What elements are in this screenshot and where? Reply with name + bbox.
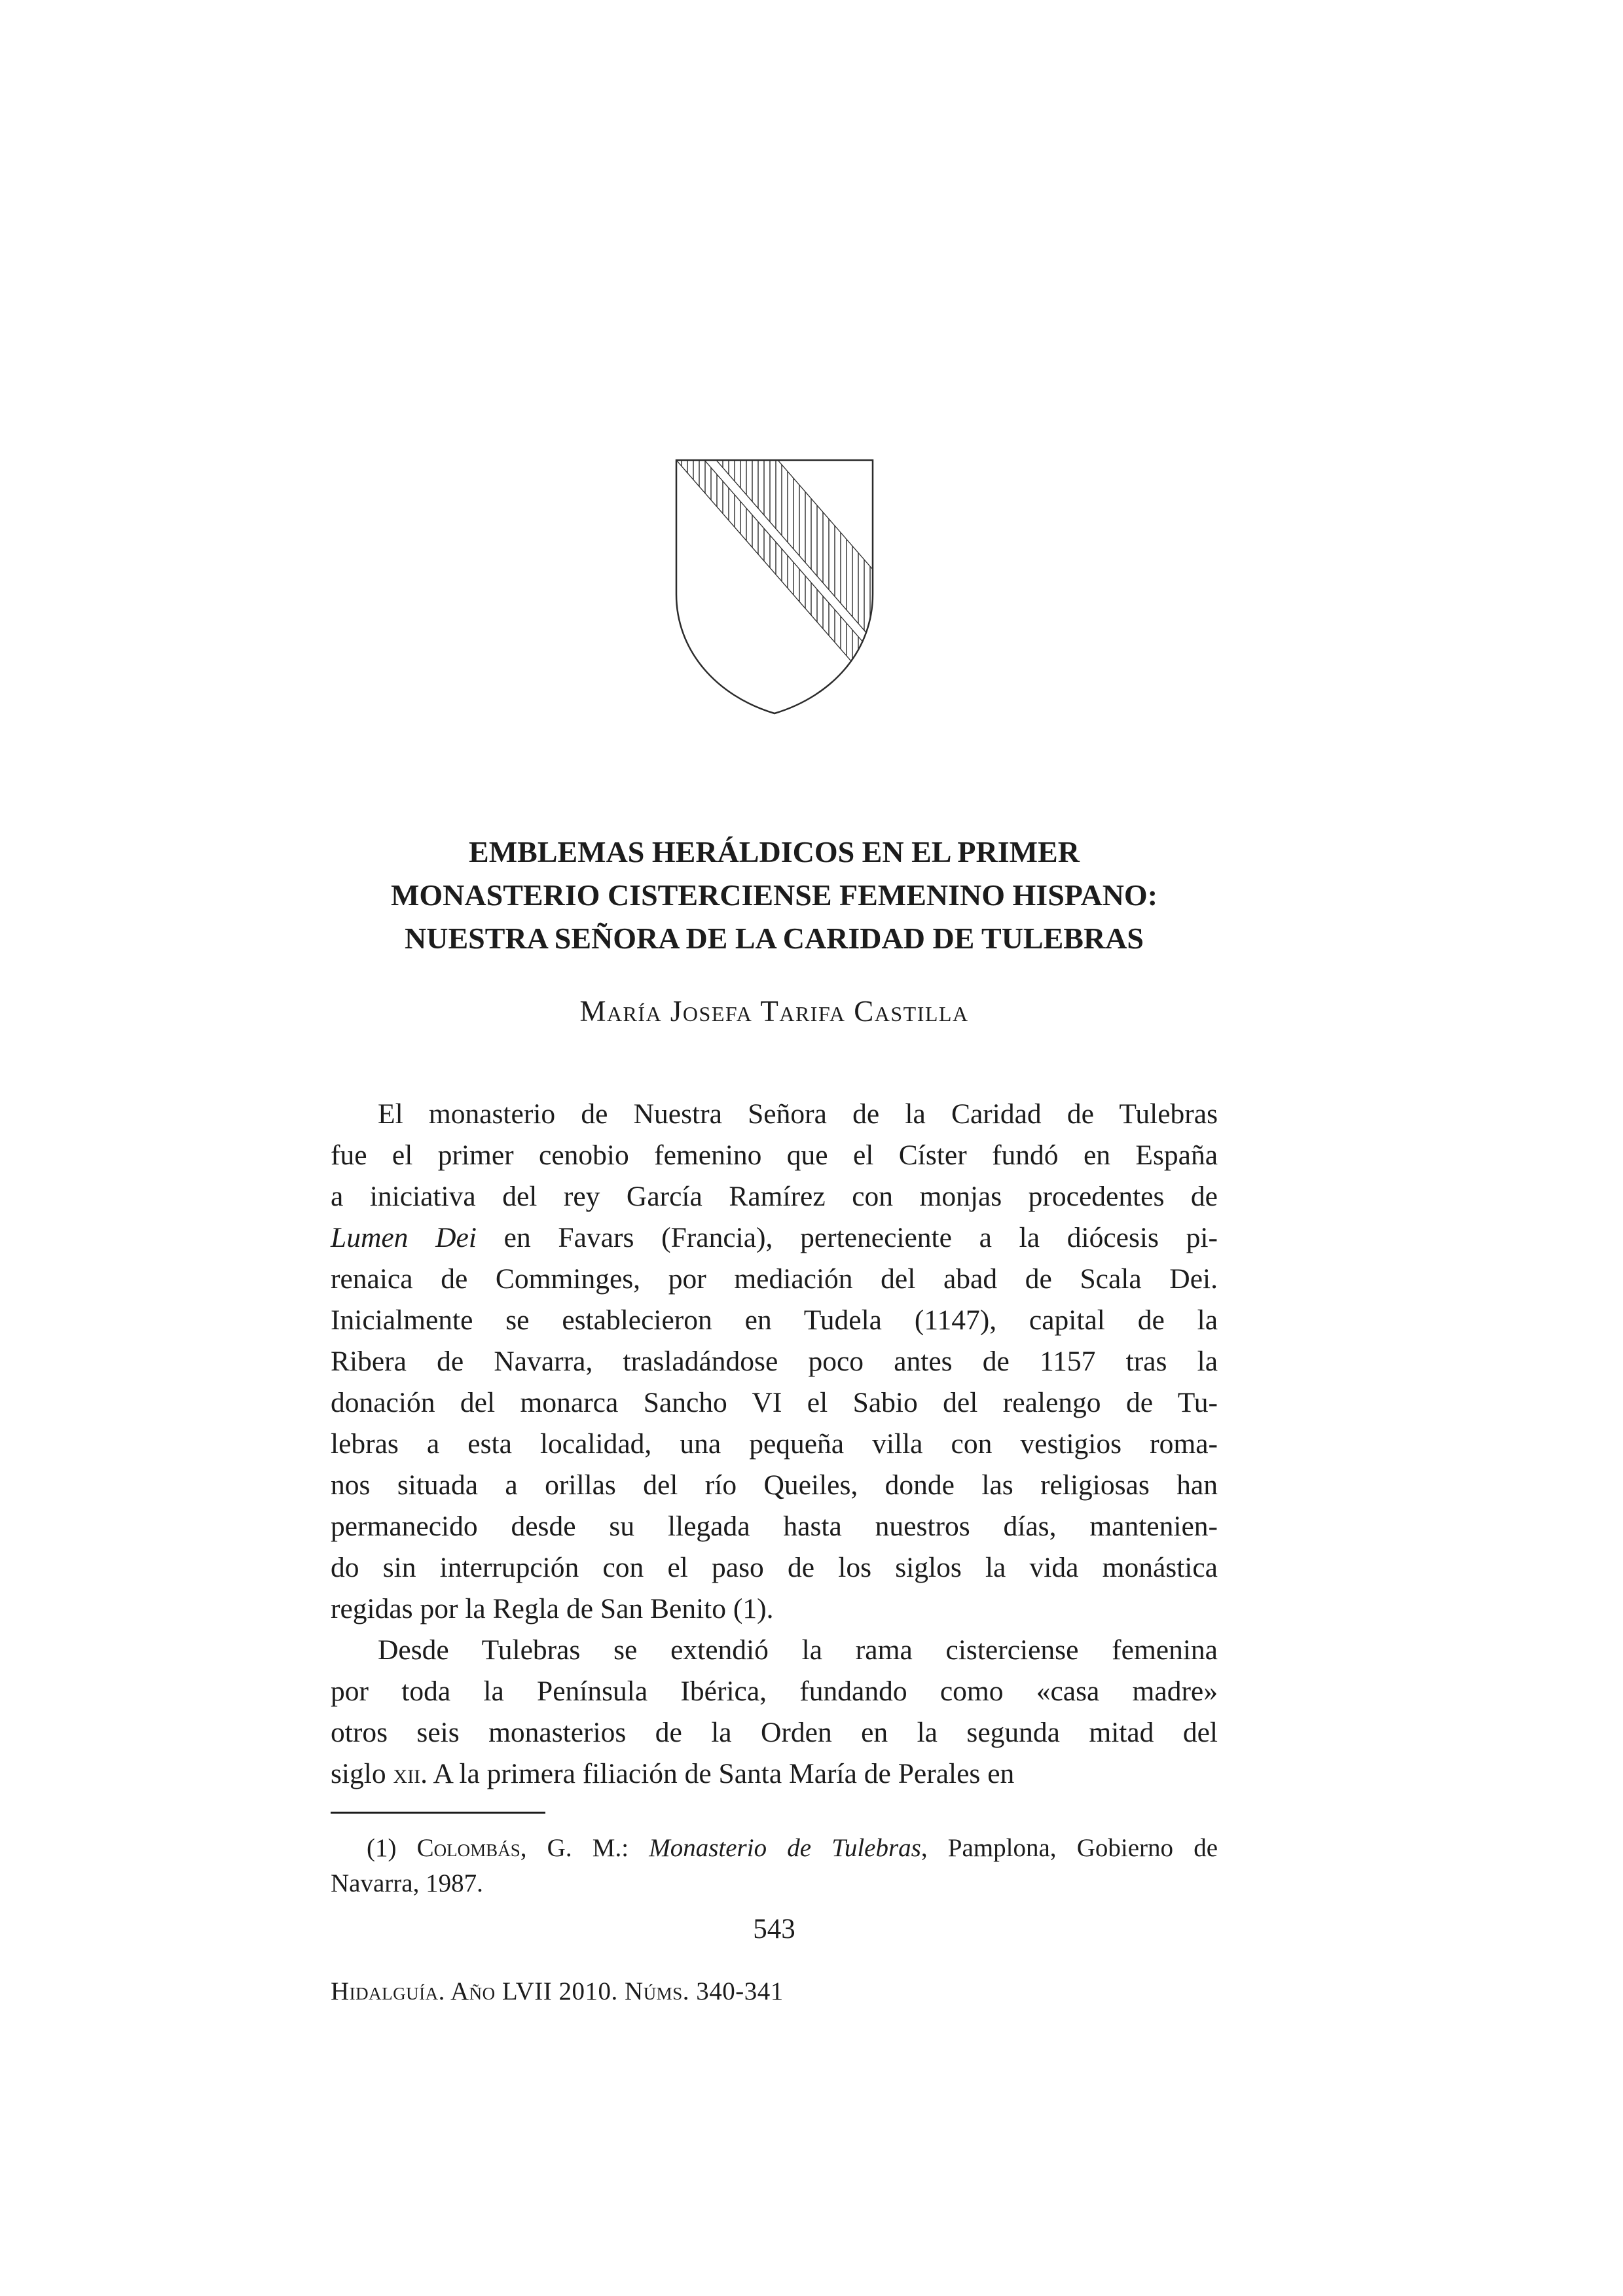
text-segment-normal: MONASTERIO CISTERCIENSE FEMENINO HISPANO: — [390, 878, 1158, 912]
text-segment-normal: permanecido desde su llegada hasta nuestros días, mantenien- — [331, 1511, 1218, 1542]
text-segment-normal: . A la primera filiación de Santa María de Perales en — [420, 1758, 1015, 1789]
text-segment-smallcaps: Colombás — [416, 1834, 520, 1862]
text-line — [331, 1630, 1218, 1671]
shield-bend-band — [716, 460, 873, 640]
text-segment-normal: nos situada a orillas del río Queiles, donde las religiosas han — [331, 1469, 1218, 1501]
text-segment-normal: fue el primer cenobio femenino que el Císter fundó en España — [331, 1139, 1218, 1171]
text-line — [331, 1588, 1218, 1630]
heraldic-shield-bend-icon — [673, 457, 876, 717]
text-segment-italic: Lumen Dei — [331, 1222, 477, 1253]
text-segment-normal: Ribera de Navarra, trasladándose poco antes de 1157 tras la — [331, 1346, 1218, 1377]
text-line — [331, 1866, 1218, 1901]
text-line — [331, 1424, 1218, 1465]
text-segment-normal: por toda la Península Ibérica, fundando como «casa madre» — [331, 1676, 1218, 1707]
article-body — [331, 1094, 1218, 1795]
text-line — [331, 1506, 1218, 1547]
text-segment-normal: a iniciativa del rey García Ramírez con monjas procedentes de — [331, 1181, 1218, 1212]
journal-footer: Hidalguía. Año LVII 2010. Núms. 340-341 — [331, 1977, 784, 2005]
text-segment-normal: en Favars (Francia), perteneciente a la diócesis pi- — [476, 1222, 1218, 1253]
page-number: 543 — [753, 1914, 795, 1945]
text-line — [331, 1259, 1218, 1300]
text-line — [331, 1094, 1218, 1135]
text-segment-normal: , Pamplona, Gobierno de — [921, 1834, 1218, 1862]
text-line — [331, 1671, 1218, 1712]
heraldic-shield — [673, 457, 876, 721]
text-line — [331, 1217, 1218, 1259]
text-segment-normal: , G. M.: — [520, 1834, 649, 1862]
text-line — [331, 1341, 1218, 1382]
text-line — [331, 1753, 1218, 1795]
paragraph — [331, 1630, 1218, 1795]
text-line — [331, 917, 1218, 960]
text-line — [331, 831, 1218, 874]
text-line — [331, 1547, 1218, 1588]
text-line — [331, 1135, 1218, 1176]
text-segment-normal: Navarra, 1987. — [331, 1869, 483, 1897]
text-segment-normal: do sin interrupción con el paso de los siglos la vida monástica — [331, 1552, 1218, 1583]
text-segment-normal: EMBLEMAS HERÁLDICOS EN EL PRIMER — [469, 835, 1080, 869]
text-segment-normal: lebras a esta localidad, una pequeña villa con vestigios roma- — [331, 1428, 1218, 1460]
article-title — [331, 831, 1218, 960]
page-content — [331, 0, 1218, 2006]
text-line — [331, 1465, 1218, 1506]
text-segment-normal: donación del monarca Sancho VI el Sabio del realengo de Tu- — [331, 1387, 1218, 1418]
text-segment-normal: renaica de Comminges, por mediación del abad de Scala Dei. — [331, 1263, 1218, 1295]
text-segment-normal: Desde Tulebras se extendió la rama cisterciense femenina — [378, 1634, 1218, 1666]
text-segment-normal: siglo — [331, 1758, 393, 1789]
text-line — [331, 1300, 1218, 1341]
text-segment-italic: Monasterio de Tulebras — [649, 1834, 921, 1862]
text-segment-normal: regidas por la Regla de San Benito (1). — [331, 1593, 774, 1624]
text-segment-smallcaps: xii — [393, 1758, 421, 1789]
text-segment-normal: (1) — [367, 1834, 417, 1862]
paragraph — [331, 1094, 1218, 1630]
text-segment-normal: otros seis monasterios de la Orden en la segunda mitad del — [331, 1717, 1218, 1748]
text-line — [331, 1831, 1218, 1866]
text-line — [331, 874, 1218, 917]
footnote-separator — [331, 1812, 545, 1814]
text-segment-normal: El monasterio de Nuestra Señora de la Caridad de Tulebras — [378, 1098, 1218, 1130]
text-segment-normal: Inicialmente se establecieron en Tudela (1147), capital de la — [331, 1304, 1218, 1336]
author-name: María Josefa Tarifa Castilla — [579, 995, 969, 1028]
text-line — [331, 1176, 1218, 1217]
text-line — [331, 1712, 1218, 1753]
text-line — [331, 1382, 1218, 1424]
text-segment-normal: NUESTRA SEÑORA DE LA CARIDAD DE TULEBRAS — [405, 922, 1144, 955]
footnote — [331, 1831, 1218, 1901]
